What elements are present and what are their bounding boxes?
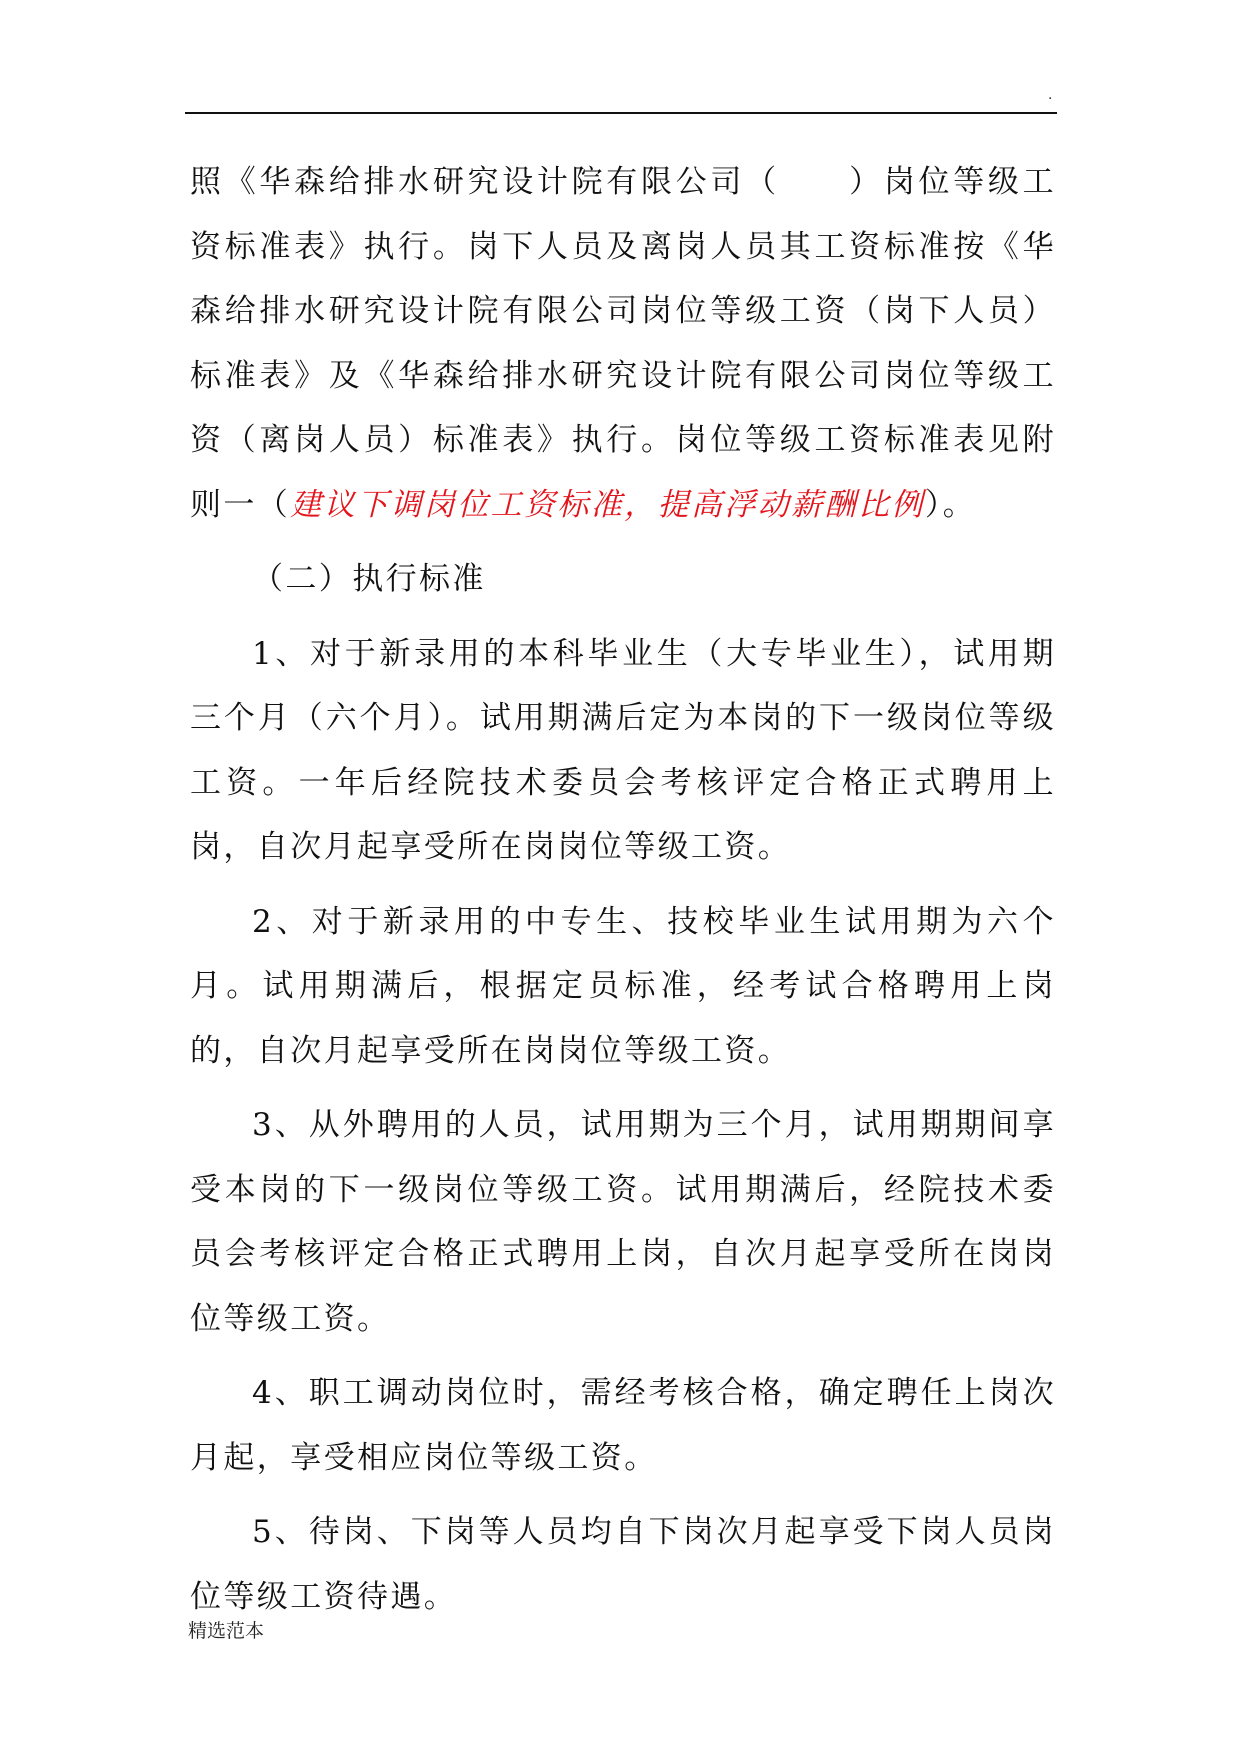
paragraph-text-end: ）。 (924, 486, 977, 523)
list-item-3: 3、从外聘用的人员，试用期为三个月，试用期期间享受本岗的下一级岗位等级工资。试用期满后，经院技术委员会考核评定合格正式聘用上岗，自次月起享受所在岗岗位等级工资。 (190, 1107, 1056, 1337)
header-dot: . (1048, 87, 1053, 103)
section-heading: （二）执行标准 (252, 561, 486, 597)
list-item-4: 4、职工调动岗位时，需经考核合格，确定聘任上岗次月起，享受相应岗位等级工资。 (190, 1375, 1056, 1476)
list-item-5: 5、待岗、下岗等人员均自下岗次月起享受下岗人员岗位等级工资待遇。 (190, 1514, 1056, 1615)
list-item-1: 1、对于新录用的本科毕业生（大专毕业生），试用期三个月（六个月）。试用期满后定为本岗的下一级岗位等级工资。一年后经院技术委员会考核评定合格正式聘用上岗，自次月起享受所在岗岗位等级工资。 (190, 635, 1056, 865)
list-item-2: 2、对于新录用的中专生、技校毕业生试用期为六个月。试用期满后，根据定员标准，经考试合格聘用上岗的，自次月起享受所在岗岗位等级工资。 (190, 903, 1056, 1069)
paragraph-text: 照《华森给排水研究设计院有限公司（ ）岗位等级工资标准表》执行。岗下人员及离岗人员其工资标准按《华森给排水研究设计院有限公司岗位等级工资（岗下人员）标准表》及《华森给排水研究设计院有限公司岗位等级工资（离岗人员）标准表》执行。岗位等级工资标准表见附则一（ (190, 164, 1056, 523)
revision-note: 建议下调岗位工资标准，提高浮动薪酬比例 (290, 486, 925, 523)
footer-label: 精选范本 (188, 1620, 265, 1642)
paragraph-continuation (190, 150, 1056, 537)
document-body (190, 150, 1056, 1639)
header-rule (185, 112, 1057, 114)
